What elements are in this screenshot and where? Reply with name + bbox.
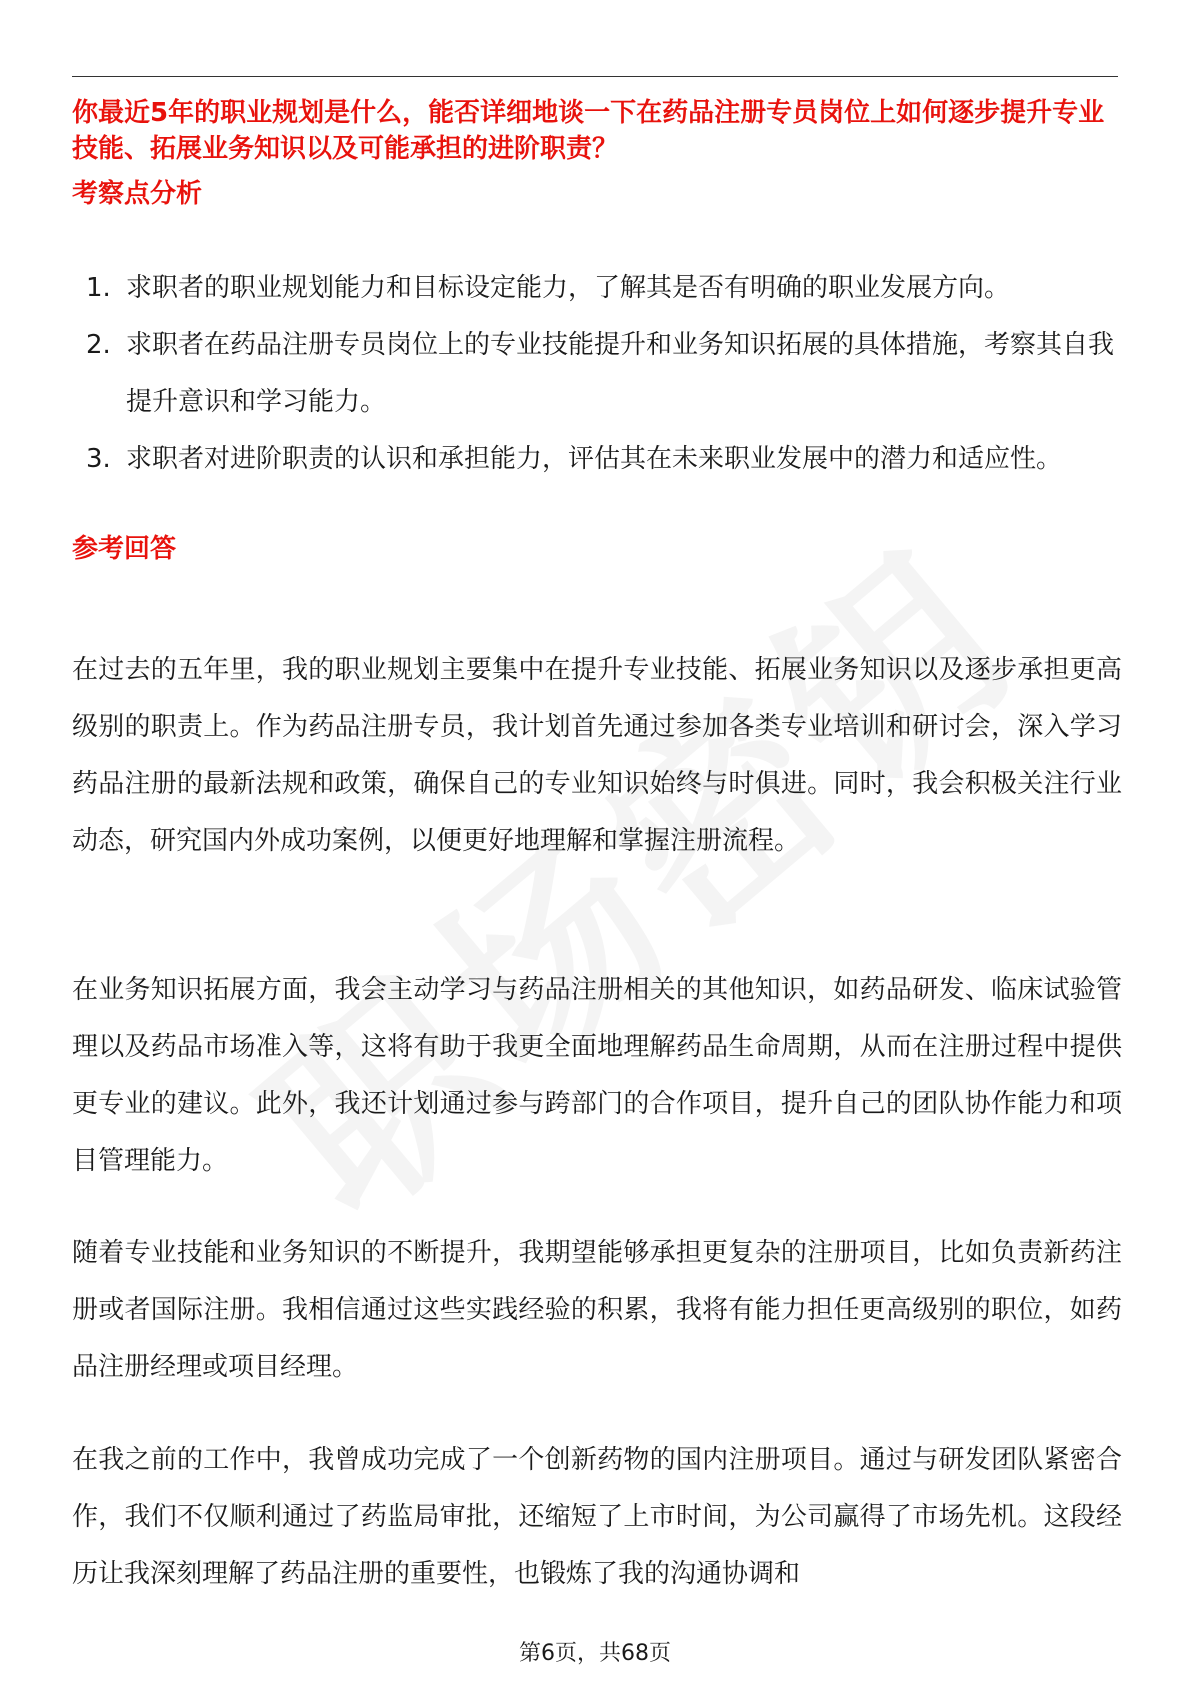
list-item [72, 317, 1122, 431]
answer-paragraph [72, 1225, 1122, 1396]
paragraph-text: 随着专业技能和业务知识的不断提升，我期望能够承担更复杂的注册项目，比如负责新药注册或者国际注册。我相信通过这些实践经验的积累，我将有能力担任更高级别的职位，如药品注册经理或项目经理。 [72, 1238, 1122, 1382]
analysis-list [72, 260, 1122, 488]
list-item [72, 431, 1122, 488]
answer-section-title: 参考回答 [72, 534, 177, 564]
top-divider [72, 76, 1118, 77]
page-number: 第6页，共68页 [519, 1641, 671, 1666]
list-item-text: 求职者在药品注册专员岗位上的专业技能提升和业务知识拓展的具体措施，考察其自我提升意识和学习能力。 [126, 330, 1115, 417]
list-item [72, 260, 1122, 317]
list-item-number: 3. [86, 444, 111, 474]
list-item-number: 1. [86, 273, 111, 303]
answer-paragraph [72, 1432, 1122, 1603]
question-heading: 你最近5年的职业规划是什么，能否详细地谈一下在药品注册专员岗位上如何逐步提升专业技能、拓展业务知识以及可能承担的进阶职责？ [72, 98, 1105, 164]
answer-paragraph [72, 642, 1122, 870]
paragraph-text: 在过去的五年里，我的职业规划主要集中在提升专业技能、拓展业务知识以及逐步承担更高级别的职责上。作为药品注册专员，我计划首先通过参加各类专业培训和研讨会，深入学习药品注册的最新法规和政策，确保自己的专业知识始终与时俱进。同时，我会积极关注行业动态，研究国内外成功案例，以便更好地理解和掌握注册流程。 [72, 655, 1122, 856]
answer-paragraph [72, 962, 1122, 1190]
paragraph-text: 在我之前的工作中，我曾成功完成了一个创新药物的国内注册项目。通过与研发团队紧密合作，我们不仅顺利通过了药监局审批，还缩短了上市时间，为公司赢得了市场先机。这段经历让我深刻理解了药品注册的重要性，也锻炼了我的沟通协调和 [72, 1445, 1122, 1589]
list-item-text: 求职者的职业规划能力和目标设定能力，了解其是否有明确的职业发展方向。 [126, 273, 1011, 303]
analysis-section-title: 考察点分析 [72, 179, 203, 209]
list-item-number: 2. [86, 330, 111, 360]
list-item-text: 求职者对进阶职责的认识和承担能力，评估其在未来职业发展中的潜力和适应性。 [126, 444, 1063, 474]
paragraph-text: 在业务知识拓展方面，我会主动学习与药品注册相关的其他知识，如药品研发、临床试验管理以及药品市场准入等，这将有助于我更全面地理解药品生命周期，从而在注册过程中提供更专业的建议。此外，我还计划通过参与跨部门的合作项目，提升自己的团队协作能力和项目管理能力。 [72, 975, 1122, 1176]
